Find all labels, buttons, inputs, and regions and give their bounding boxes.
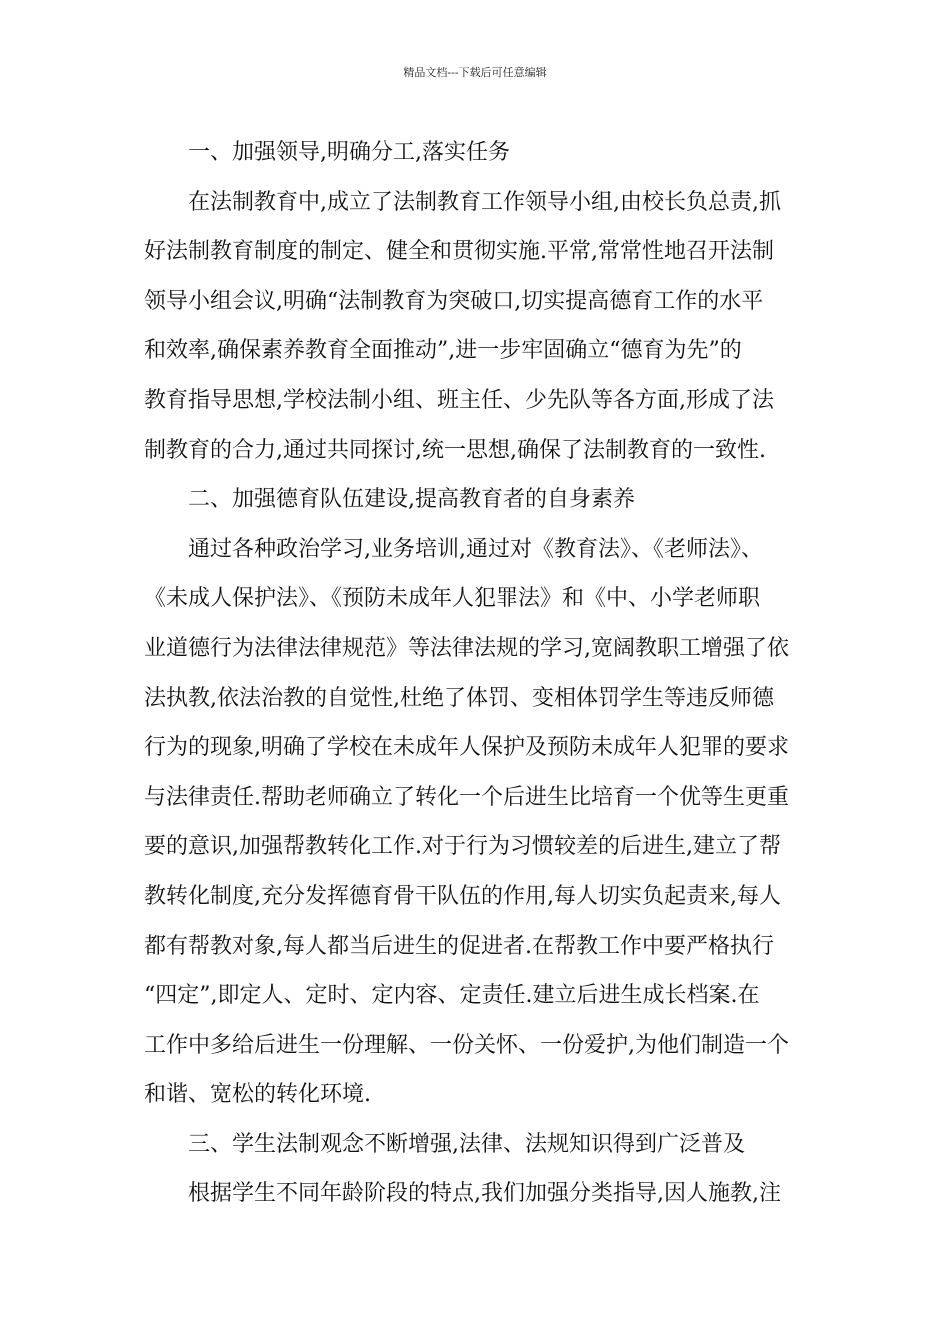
document-body [144,128,804,1219]
paragraph-line: 行为的现象,明确了学校在未成年人保护及预防未成年人犯罪的要求 [144,735,789,761]
paragraph-line: 工作中多给后进生一份理解、一份关怀、一份爱护,为他们制造一个 [144,1032,789,1058]
paragraph-line: 通过各种政治学习,业务培训,通过对《教育法》、《老师法》、 [188,536,763,562]
paragraph-line: 根据学生不同年龄阶段的特点,我们加强分类指导,因人施教,注 [188,1181,781,1207]
paragraph-line: 《未成人保护法》、《预防未成年人犯罪法》和《中、小学老师职 [144,586,761,612]
paragraph-line: 要的意识,加强帮教转化工作.对于行为习惯较差的后进生,建立了帮 [144,834,781,860]
paragraph-line: “四定”,即定人、定时、定内容、定责任.建立后进生成长档案.在 [144,983,760,1009]
paragraph-line: 与法律责任.帮助老师确立了转化一个后进生比培育一个优等生更重 [144,784,789,810]
page-header: 精品文档---下载后可任意编辑 [403,66,547,79]
section-heading-2: 二、加强德育队伍建设,提高教育者的自身素养 [188,487,635,513]
paragraph-line: 和效率,确保素养教育全面推动”,进一步牢固确立“德育为先”的 [144,338,742,364]
paragraph-line: 领导小组会议,明确“法制教育为突破口,切实提高德育工作的水平 [144,288,764,314]
paragraph-line: 制教育的合力,通过共同探讨,统一思想,确保了法制教育的一致性. [144,437,766,463]
paragraph-line: 在法制教育中,成立了法制教育工作领导小组,由校长负总责,抓 [188,189,781,215]
paragraph-line: 和谐、宽松的转化环境. [144,1082,371,1108]
paragraph-line: 业道德行为法律法律规范》等法律法规的学习,宽阔教职工增强了依 [144,635,789,661]
paragraph-line: 法执教,依法治教的自觉性,杜绝了体罚、变相体罚学生等违反师德 [144,685,774,711]
paragraph-line: 都有帮教对象,每人都当后进生的促进者.在帮教工作中要严格执行 [144,933,774,959]
paragraph-line: 教育指导思想,学校法制小组、班主任、少先队等各方面,形成了法 [144,387,774,413]
section-heading-3: 三、学生法制观念不断增强,法律、法规知识得到广泛普及 [188,1131,745,1157]
section-heading-1: 一、加强领导,明确分工,落实任务 [188,140,510,165]
paragraph-line: 教转化制度,充分发挥德育骨干队伍的作用,每人切实负起责来,每人 [144,883,781,909]
paragraph-line: 好法制教育制度的制定、健全和贯彻实施.平常,常常性地召开法制 [144,239,774,265]
